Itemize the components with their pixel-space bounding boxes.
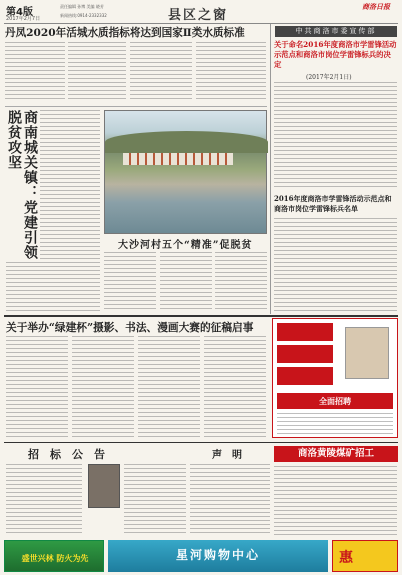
statement-text [190, 464, 270, 536]
bottom-rule [4, 442, 398, 443]
water-article-text-b [68, 42, 126, 102]
dashahe-text-a [104, 252, 156, 310]
water-article-text-d [196, 42, 266, 102]
river-photo [104, 110, 267, 234]
recruit-ad-block-2 [277, 345, 333, 363]
tender-text-a [6, 464, 82, 536]
photo-hill [105, 131, 268, 153]
dashahe-text-c [215, 252, 267, 310]
party-text [274, 82, 397, 190]
portrait-photo [88, 464, 120, 508]
party-headline: 关于命名2016年度商洛市学雷锋活动示范点和商洛市岗位学雷锋标兵的决定 [274, 40, 397, 69]
editor-line: 责任编辑 孙博 美编 晓芳 [60, 4, 104, 9]
statement-headline: 声 明 [212, 450, 242, 461]
water-headline: 丹凤2020年活城水质指标将达到国家Ⅱ类水质标准 [5, 27, 245, 39]
header-rule [4, 23, 398, 24]
sale-ad [332, 540, 398, 572]
issue-date: 2017年2月7日 [6, 16, 41, 22]
tender-notice-headline: 招 标 公 告 [28, 448, 105, 461]
lei-feng-list [274, 218, 397, 312]
water-article-text-a [5, 42, 65, 102]
masthead-logo: 商洛日报 [362, 2, 390, 11]
party-date: (2017年2月1日) [306, 74, 352, 81]
contest-text-d [204, 336, 266, 438]
tender-text-b [124, 464, 186, 536]
recruit-ad-block-3 [277, 367, 333, 385]
recruit-ad-block-1 [277, 323, 333, 341]
lei-feng-subheadline: 2016年度商洛市学雷锋活动示范点和商洛市岗位学雷锋标兵名单 [274, 194, 392, 213]
chengguan-vertical-headline: 商南城关镇：党建引领脱贫攻坚 [6, 110, 38, 260]
recruit-ad-text [277, 413, 393, 435]
dashahe-text-b [160, 252, 212, 310]
contest-rule [4, 315, 398, 317]
recruit-ad-tag: 全面招聘 [277, 393, 393, 409]
sale-ad-glyph: 惠 [339, 550, 353, 566]
contest-text-a [6, 336, 68, 438]
recruit-ad [272, 318, 398, 438]
water-article-text-c [130, 42, 192, 102]
mid-rule [5, 106, 267, 107]
coal-text [274, 466, 397, 536]
xinghe-ad [108, 540, 328, 572]
party-bar: 中共商洛市委宣传部 [275, 26, 397, 37]
photo-village [123, 153, 233, 165]
contest-text-c [138, 336, 200, 438]
chengguan-text-a [40, 110, 100, 260]
coal-headline: 商洛黄陵煤矿招工 [274, 446, 398, 462]
section-title: 县区之窗 [168, 8, 229, 23]
page-number: 第4版 [6, 7, 33, 18]
phone-line: 新闻热线:0914-2332332 [60, 13, 107, 18]
column-divider [270, 24, 271, 314]
contest-text-b [72, 336, 134, 438]
recruit-ad-photo [345, 327, 389, 379]
xinghe-text: 星河购物中心 [175, 548, 260, 562]
chengguan-text-b [6, 262, 100, 312]
forest-fire-text: 盛世兴林 防火为先 [21, 553, 89, 563]
contest-headline: 关于举办“绿建杯”摄影、书法、漫画大赛的征稿启事 [6, 321, 254, 334]
forest-fire-ad [4, 540, 104, 572]
photo-caption: 大沙河村五个“精准”促脱贫 [118, 240, 253, 251]
